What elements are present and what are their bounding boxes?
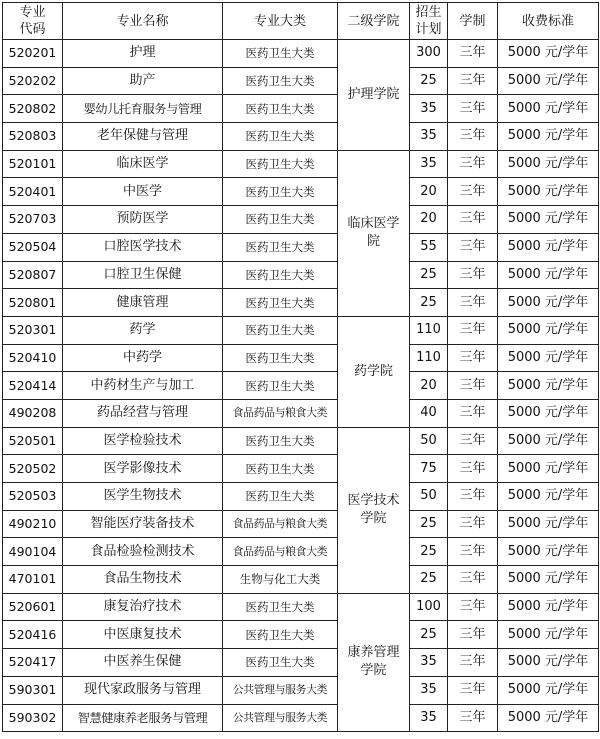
major-category-cell: 医药卫生大类 <box>223 483 338 511</box>
enrollment-plan-cell: 75 <box>410 455 448 483</box>
table-row <box>3 150 599 178</box>
table-body <box>3 40 599 732</box>
enrollment-plan-cell: 25 <box>410 289 448 317</box>
duration-cell: 三年 <box>448 372 498 400</box>
table-row <box>3 123 599 151</box>
major-name-cell: 中医康复技术 <box>63 621 223 649</box>
major-name-cell: 中医学 <box>63 178 223 206</box>
header-category: 专业大类 <box>223 3 338 40</box>
header-fee: 收费标准 <box>498 3 599 40</box>
duration-cell: 三年 <box>448 67 498 95</box>
duration-cell: 三年 <box>448 206 498 234</box>
major-category-cell: 医药卫生大类 <box>223 649 338 677</box>
table-row <box>3 178 599 206</box>
major-category-cell: 医药卫生大类 <box>223 67 338 95</box>
enrollment-plan-cell: 25 <box>410 621 448 649</box>
duration-cell: 三年 <box>448 344 498 372</box>
enrollment-plan-cell: 20 <box>410 206 448 234</box>
major-category-cell: 医药卫生大类 <box>223 233 338 261</box>
major-category-cell: 食品药品与粮食大类 <box>223 399 338 427</box>
major-category-cell: 食品药品与粮食大类 <box>223 510 338 538</box>
tuition-fee-cell: 5000 元/学年 <box>498 704 599 732</box>
major-category-cell: 医药卫生大类 <box>223 206 338 234</box>
major-name-cell: 临床医学 <box>63 150 223 178</box>
enrollment-plan-cell: 25 <box>410 538 448 566</box>
enrollment-plan-cell: 100 <box>410 593 448 621</box>
major-code-cell: 590301 <box>3 676 63 704</box>
enrollment-plan-cell: 40 <box>410 399 448 427</box>
duration-cell: 三年 <box>448 676 498 704</box>
tuition-fee-cell: 5000 元/学年 <box>498 566 599 594</box>
enrollment-plan-cell: 25 <box>410 510 448 538</box>
major-category-cell: 公共管理与服务大类 <box>223 676 338 704</box>
major-name-cell: 食品生物技术 <box>63 566 223 594</box>
major-code-cell: 490210 <box>3 510 63 538</box>
header-college: 二级学院 <box>338 3 410 40</box>
tuition-fee-cell: 5000 元/学年 <box>498 649 599 677</box>
tuition-fee-cell: 5000 元/学年 <box>498 178 599 206</box>
tuition-fee-cell: 5000 元/学年 <box>498 95 599 123</box>
header-plan: 招生计划 <box>410 3 448 40</box>
table-row <box>3 40 599 68</box>
major-code-cell: 520101 <box>3 150 63 178</box>
tuition-fee-cell: 5000 元/学年 <box>498 676 599 704</box>
duration-cell: 三年 <box>448 704 498 732</box>
table-row <box>3 344 599 372</box>
enrollment-plan-cell: 35 <box>410 150 448 178</box>
table-row <box>3 621 599 649</box>
major-category-cell: 公共管理与服务大类 <box>223 704 338 732</box>
major-name-cell: 助产 <box>63 67 223 95</box>
table-row <box>3 399 599 427</box>
duration-cell: 三年 <box>448 649 498 677</box>
header-duration: 学制 <box>448 3 498 40</box>
enrollment-plan-cell: 35 <box>410 676 448 704</box>
major-category-cell: 医药卫生大类 <box>223 372 338 400</box>
table-row <box>3 676 599 704</box>
duration-cell: 三年 <box>448 538 498 566</box>
major-name-cell: 智能医疗装备技术 <box>63 510 223 538</box>
tuition-fee-cell: 5000 元/学年 <box>498 372 599 400</box>
duration-cell: 三年 <box>448 150 498 178</box>
tuition-fee-cell: 5000 元/学年 <box>498 538 599 566</box>
enrollment-plan-cell: 35 <box>410 95 448 123</box>
major-name-cell: 康复治疗技术 <box>63 593 223 621</box>
duration-cell: 三年 <box>448 40 498 68</box>
enrollment-plan-cell: 20 <box>410 178 448 206</box>
major-code-cell: 520703 <box>3 206 63 234</box>
table-row <box>3 483 599 511</box>
major-name-cell: 药品经营与管理 <box>63 399 223 427</box>
tuition-fee-cell: 5000 元/学年 <box>498 40 599 68</box>
major-name-cell: 中医养生保健 <box>63 649 223 677</box>
table-row <box>3 455 599 483</box>
major-code-cell: 520202 <box>3 67 63 95</box>
admission-plan-table <box>2 2 599 732</box>
enrollment-plan-cell: 25 <box>410 261 448 289</box>
duration-cell: 三年 <box>448 566 498 594</box>
major-name-cell: 中药学 <box>63 344 223 372</box>
major-code-cell: 520601 <box>3 593 63 621</box>
enrollment-plan-cell: 50 <box>410 483 448 511</box>
table-row <box>3 67 599 95</box>
tuition-fee-cell: 5000 元/学年 <box>498 344 599 372</box>
tuition-fee-cell: 5000 元/学年 <box>498 427 599 455</box>
enrollment-plan-cell: 110 <box>410 316 448 344</box>
major-category-cell: 医药卫生大类 <box>223 95 338 123</box>
major-category-cell: 医药卫生大类 <box>223 621 338 649</box>
major-code-cell: 490208 <box>3 399 63 427</box>
duration-cell: 三年 <box>448 427 498 455</box>
table-row <box>3 372 599 400</box>
college-cell: 康养管理学院 <box>338 593 410 731</box>
tuition-fee-cell: 5000 元/学年 <box>498 67 599 95</box>
duration-cell: 三年 <box>448 316 498 344</box>
tuition-fee-cell: 5000 元/学年 <box>498 399 599 427</box>
major-code-cell: 520201 <box>3 40 63 68</box>
enrollment-plan-cell: 110 <box>410 344 448 372</box>
enrollment-plan-cell: 20 <box>410 372 448 400</box>
duration-cell: 三年 <box>448 289 498 317</box>
tuition-fee-cell: 5000 元/学年 <box>498 206 599 234</box>
major-name-cell: 预防医学 <box>63 206 223 234</box>
major-code-cell: 520401 <box>3 178 63 206</box>
duration-cell: 三年 <box>448 621 498 649</box>
duration-cell: 三年 <box>448 593 498 621</box>
major-name-cell: 医学影像技术 <box>63 455 223 483</box>
major-category-cell: 医药卫生大类 <box>223 593 338 621</box>
major-name-cell: 医学生物技术 <box>63 483 223 511</box>
table-row <box>3 261 599 289</box>
enrollment-plan-cell: 55 <box>410 233 448 261</box>
major-category-cell: 医药卫生大类 <box>223 289 338 317</box>
major-category-cell: 食品药品与粮食大类 <box>223 538 338 566</box>
major-name-cell: 中药材生产与加工 <box>63 372 223 400</box>
tuition-fee-cell: 5000 元/学年 <box>498 123 599 151</box>
duration-cell: 三年 <box>448 510 498 538</box>
table-row <box>3 233 599 261</box>
table-row <box>3 95 599 123</box>
duration-cell: 三年 <box>448 455 498 483</box>
major-name-cell: 智慧健康养老服务与管理 <box>63 704 223 732</box>
major-code-cell: 520414 <box>3 372 63 400</box>
tuition-fee-cell: 5000 元/学年 <box>498 455 599 483</box>
major-category-cell: 医药卫生大类 <box>223 178 338 206</box>
tuition-fee-cell: 5000 元/学年 <box>498 289 599 317</box>
major-code-cell: 520503 <box>3 483 63 511</box>
major-code-cell: 520410 <box>3 344 63 372</box>
header-code: 专业代码 <box>3 3 63 40</box>
major-code-cell: 520803 <box>3 123 63 151</box>
table-row <box>3 538 599 566</box>
major-category-cell: 医药卫生大类 <box>223 261 338 289</box>
college-cell: 药学院 <box>338 316 410 427</box>
tuition-fee-cell: 5000 元/学年 <box>498 150 599 178</box>
table-row <box>3 566 599 594</box>
tuition-fee-cell: 5000 元/学年 <box>498 316 599 344</box>
major-code-cell: 520801 <box>3 289 63 317</box>
table-row <box>3 427 599 455</box>
major-name-cell: 健康管理 <box>63 289 223 317</box>
duration-cell: 三年 <box>448 261 498 289</box>
tuition-fee-cell: 5000 元/学年 <box>498 621 599 649</box>
tuition-fee-cell: 5000 元/学年 <box>498 483 599 511</box>
enrollment-plan-cell: 35 <box>410 704 448 732</box>
duration-cell: 三年 <box>448 483 498 511</box>
major-code-cell: 490104 <box>3 538 63 566</box>
major-category-cell: 医药卫生大类 <box>223 344 338 372</box>
major-name-cell: 食品检验检测技术 <box>63 538 223 566</box>
header-name: 专业名称 <box>63 3 223 40</box>
table-row <box>3 649 599 677</box>
major-category-cell: 医药卫生大类 <box>223 427 338 455</box>
major-name-cell: 婴幼儿托育服务与管理 <box>63 95 223 123</box>
major-code-cell: 520501 <box>3 427 63 455</box>
major-name-cell: 药学 <box>63 316 223 344</box>
enrollment-plan-cell: 35 <box>410 123 448 151</box>
duration-cell: 三年 <box>448 233 498 261</box>
major-category-cell: 生物与化工大类 <box>223 566 338 594</box>
header-row <box>3 3 599 40</box>
major-code-cell: 520301 <box>3 316 63 344</box>
table-row <box>3 316 599 344</box>
major-name-cell: 现代家政服务与管理 <box>63 676 223 704</box>
duration-cell: 三年 <box>448 178 498 206</box>
tuition-fee-cell: 5000 元/学年 <box>498 510 599 538</box>
major-code-cell: 470101 <box>3 566 63 594</box>
table-row <box>3 704 599 732</box>
enrollment-plan-cell: 300 <box>410 40 448 68</box>
enrollment-plan-cell: 50 <box>410 427 448 455</box>
tuition-fee-cell: 5000 元/学年 <box>498 233 599 261</box>
tuition-fee-cell: 5000 元/学年 <box>498 261 599 289</box>
major-category-cell: 医药卫生大类 <box>223 150 338 178</box>
major-category-cell: 医药卫生大类 <box>223 40 338 68</box>
major-name-cell: 口腔卫生保健 <box>63 261 223 289</box>
enrollment-plan-cell: 25 <box>410 566 448 594</box>
enrollment-plan-cell: 25 <box>410 67 448 95</box>
college-cell: 临床医学院 <box>338 150 410 316</box>
major-name-cell: 老年保健与管理 <box>63 123 223 151</box>
major-category-cell: 医药卫生大类 <box>223 455 338 483</box>
major-name-cell: 口腔医学技术 <box>63 233 223 261</box>
enrollment-plan-cell: 35 <box>410 649 448 677</box>
college-cell: 护理学院 <box>338 40 410 151</box>
major-name-cell: 医学检验技术 <box>63 427 223 455</box>
major-code-cell: 520416 <box>3 621 63 649</box>
duration-cell: 三年 <box>448 123 498 151</box>
major-code-cell: 520417 <box>3 649 63 677</box>
major-category-cell: 医药卫生大类 <box>223 123 338 151</box>
duration-cell: 三年 <box>448 95 498 123</box>
table-row <box>3 289 599 317</box>
major-code-cell: 590302 <box>3 704 63 732</box>
table-row <box>3 510 599 538</box>
major-code-cell: 520802 <box>3 95 63 123</box>
major-name-cell: 护理 <box>63 40 223 68</box>
major-category-cell: 医药卫生大类 <box>223 316 338 344</box>
major-code-cell: 520502 <box>3 455 63 483</box>
major-code-cell: 520504 <box>3 233 63 261</box>
college-cell: 医学技术学院 <box>338 427 410 593</box>
table-row <box>3 206 599 234</box>
duration-cell: 三年 <box>448 399 498 427</box>
major-code-cell: 520807 <box>3 261 63 289</box>
tuition-fee-cell: 5000 元/学年 <box>498 593 599 621</box>
table-row <box>3 593 599 621</box>
